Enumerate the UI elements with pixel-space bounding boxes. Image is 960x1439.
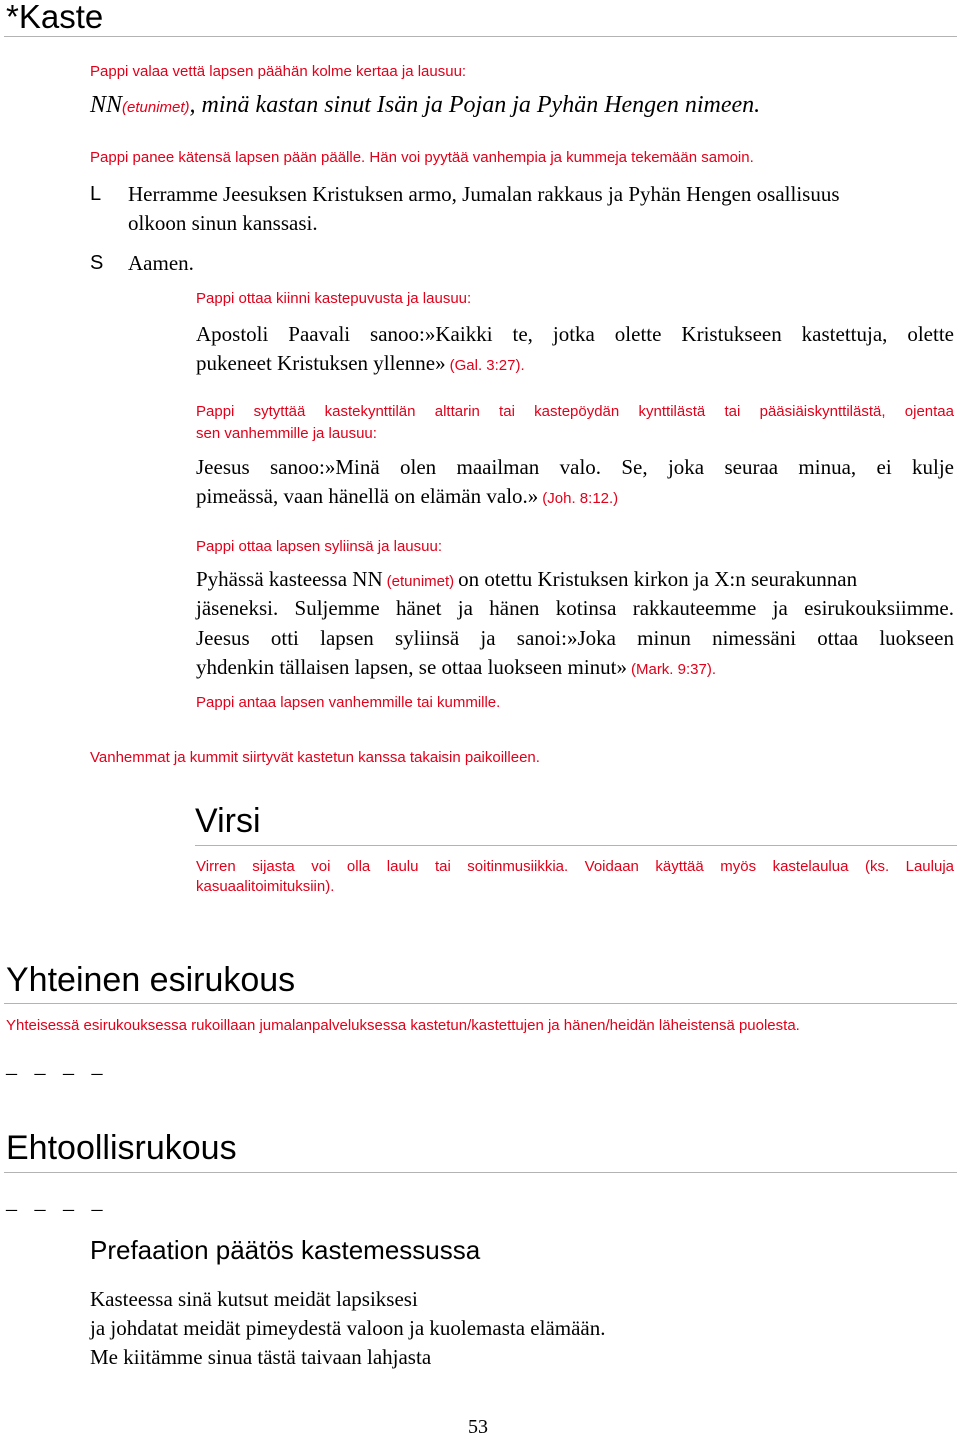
prefaatio-line-2: ja johdatat meidät pimeydestä valoon ja kuolemasta elämään.	[90, 1316, 606, 1340]
congregation-mark: S	[90, 252, 104, 274]
baptism-nn: NN	[90, 92, 123, 118]
rubric-return-child: Pappi antaa lapsen vanhemmille tai kummille.	[196, 694, 501, 711]
section-title-esirukous: Yhteinen esirukous	[6, 961, 296, 999]
prefaatio-line-1: Kasteessa sinä kutsut meidät lapsiksesi	[90, 1287, 418, 1311]
page-number: 53	[468, 1416, 488, 1438]
blessing-line-2: olkoon sinun kanssasi.	[128, 211, 318, 235]
esirukous-rule	[4, 1003, 957, 1004]
section-title-virsi: Virsi	[195, 802, 261, 840]
jesus-light-line-2-text: pimeässä, vaan hänellä on elämän valo.»	[196, 484, 539, 508]
rubric-arms: Pappi ottaa lapsen syliinsä ja lausuu:	[196, 538, 442, 555]
esirukous-rubric: Yhteisessä esirukouksessa rukoillaan jumalanpalveluksessa kastetun/kastettujen ja hänen/heidän läheistensä puolesta.	[6, 1017, 800, 1034]
baptism-formula	[90, 92, 760, 119]
jesus-light-ref: (Joh. 8:12.)	[542, 490, 619, 507]
paul-line-2-text: pukeneet Kristuksen yllenne»	[196, 351, 446, 375]
holy-line-1-etunimet: (etunimet)	[386, 573, 455, 590]
paul-line-2	[196, 351, 525, 376]
virsi-rubric-line-1: Virren sijasta voi olla laulu tai soitinmusiikkia. Voidaan käyttää myös kastelaulua (ks. Lauluja	[196, 858, 954, 875]
blessing-line-1: Herramme Jeesuksen Kristuksen armo, Jumalan rakkaus ja Pyhän Hengen osallisuus	[128, 182, 840, 206]
holy-line-2: jäseneksi. Suljemme hänet ja hänen kotinsa rakkauteemme ja esirukouksiimme.	[196, 596, 954, 620]
leader-mark: L	[90, 183, 102, 205]
baptism-formula-text: , minä kastan sinut Isän ja Pojan ja Pyhän Hengen nimeen.	[189, 92, 761, 118]
paul-ref: (Gal. 3:27)	[449, 357, 521, 374]
virsi-rubric-line-2: kasuaalitoimituksiin).	[196, 878, 335, 895]
holy-line-3: Jeesus otti lapsen syliinsä ja sanoi:»Joka minun nimessäni ottaa luokseen	[196, 626, 954, 650]
paul-line-1: Apostoli Paavali sanoo:»Kaikki te, jotka olette Kristukseen kastettuja, olette	[196, 322, 954, 346]
heading-rule	[4, 36, 957, 37]
section-title-kaste: *Kaste	[6, 0, 104, 35]
holy-end: .	[711, 661, 717, 678]
holy-line-1-a: Pyhässä kasteessa NN	[196, 567, 383, 591]
holy-line-1	[196, 567, 857, 592]
jesus-light-line-2	[196, 484, 618, 509]
holy-ref: (Mark. 9:37)	[630, 661, 712, 678]
rubric-candle-line-2: sen vanhemmille ja lausuu:	[196, 425, 377, 442]
virsi-rule	[195, 845, 957, 846]
amen: Aamen.	[128, 251, 194, 275]
jesus-light-line-1: Jeesus sanoo:»Minä olen maailman valo. Se, joka seuraa minua, ei kulje	[196, 455, 954, 479]
rubric-garment: Pappi ottaa kiinni kastepuvusta ja lausuu:	[196, 290, 472, 307]
paul-end: .	[520, 357, 525, 374]
esirukous-placeholder: _ _ _ _	[6, 1052, 109, 1077]
ehtoollis-placeholder: _ _ _ _	[6, 1188, 109, 1213]
holy-line-1-b: on otettu Kristuksen kirkon ja X:n seurakunnan	[458, 567, 858, 591]
section-title-ehtoollis: Ehtoollisrukous	[6, 1129, 237, 1167]
rubric-water: Pappi valaa vettä lapsen päähän kolme kertaa ja lausuu:	[90, 63, 467, 80]
rubric-hands: Pappi panee kätensä lapsen pään päälle. Hän voi pyytää vanhempia ja kummeja tekemään samoin.	[90, 149, 754, 166]
rubric-parents-return: Vanhemmat ja kummit siirtyvät kastetun kanssa takaisin paikoilleen.	[90, 749, 540, 766]
section-title-prefaatio: Prefaation päätös kastemessussa	[90, 1235, 481, 1265]
prefaatio-line-3: Me kiitämme sinua tästä taivaan lahjasta	[90, 1345, 432, 1369]
baptism-etunimet: (etunimet)	[122, 99, 190, 116]
ehtoollis-rule	[4, 1172, 957, 1173]
holy-line-4-text: yhdenkin tällaisen lapsen, se ottaa luokseen minut»	[196, 655, 627, 679]
rubric-candle-line-1: Pappi sytyttää kastekynttilän alttarin tai kastepöydän kynttilästä tai pääsiäiskynttilästä, ojentaa	[196, 403, 954, 420]
holy-line-4	[196, 655, 716, 680]
